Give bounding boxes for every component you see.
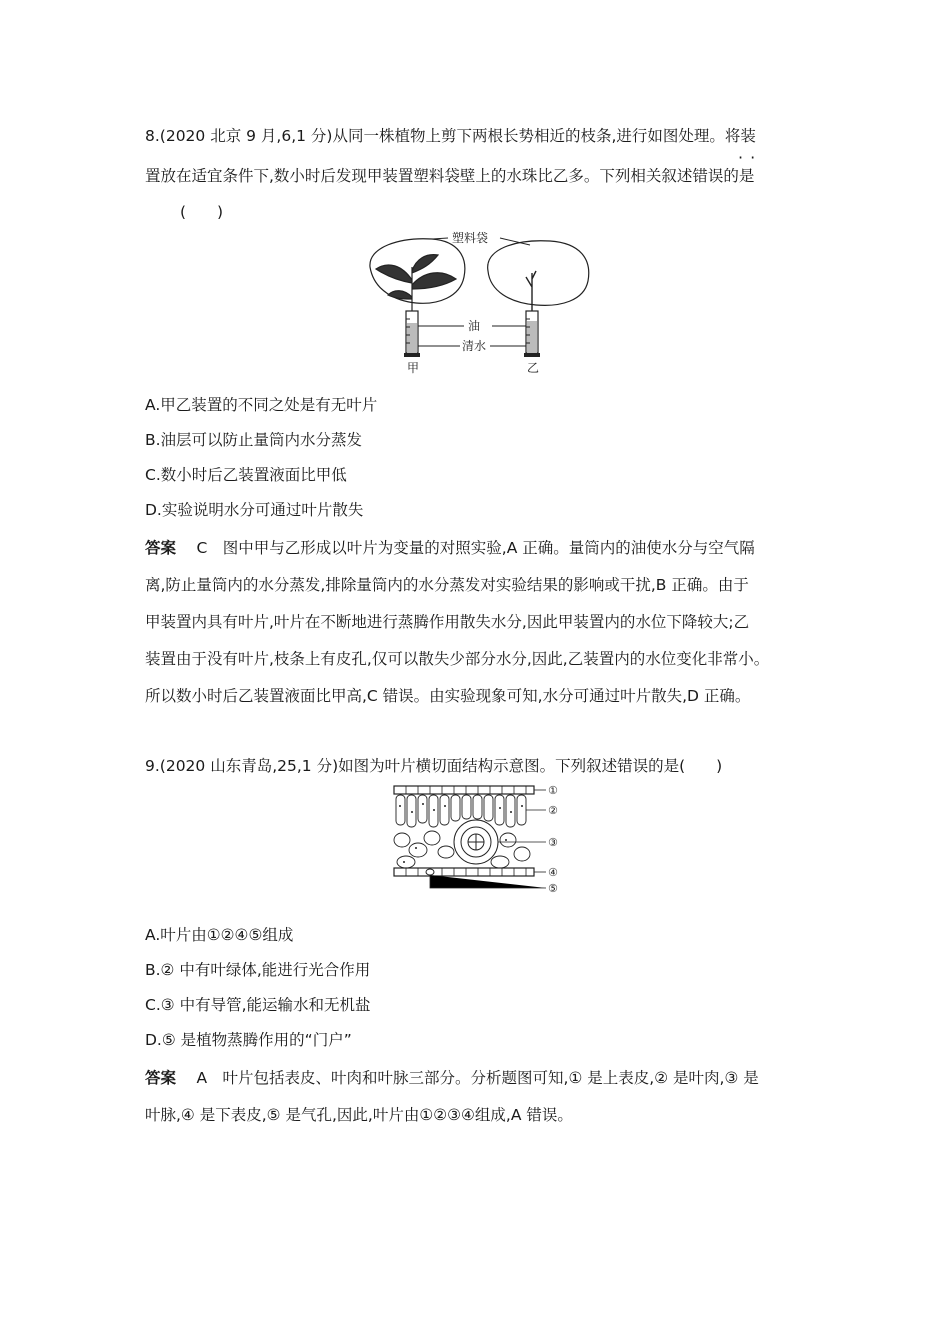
stoma	[426, 869, 434, 875]
q8-option-d: D.实验说明水分可通过叶片散失	[145, 501, 364, 519]
q8-option-c: C.数小时后乙装置液面比甲低	[145, 466, 347, 484]
q9-answer-line1	[145, 1068, 759, 1088]
q8-experiment-figure	[360, 225, 605, 377]
palisade-layer	[396, 795, 526, 827]
q9-answer-line2: 叶脉,④ 是下表皮,⑤ 是气孔,因此,叶片由①②③④组成,A 错误。	[145, 1106, 573, 1124]
q8-bracket: ( )	[180, 203, 224, 221]
q8-emphasis-dots: ··	[738, 148, 763, 167]
leafy-branch	[376, 255, 456, 315]
vein	[454, 820, 498, 864]
q9-leaf-section-figure	[388, 782, 568, 898]
q8-answer-line3: 甲装置内具有叶片,叶片在不断地进行蒸腾作用散失水分,因此甲装置内的水位下降较大;乙	[145, 613, 750, 631]
bag-right	[488, 241, 589, 306]
bare-branch	[526, 271, 536, 315]
upper-epidermis	[394, 786, 534, 794]
oil-label: 油	[468, 319, 481, 333]
label-yi: 乙	[527, 361, 540, 375]
q9-answer-text-1: A 叶片包括表皮、叶肉和叶脉三部分。分析题图可知,① 是上表皮,② 是叶肉,③ 是	[196, 1069, 759, 1087]
q8-answer-label: 答案	[145, 539, 177, 557]
q8-option-a: A.甲乙装置的不同之处是有无叶片	[145, 396, 378, 414]
q9-stem: 9.(2020 山东青岛,25,1 分)如图为叶片横切面结构示意图。下列叙述错误的是( )	[145, 757, 723, 775]
q8-answer-text-1: C 图中甲与乙形成以叶片为变量的对照实验,A 正确。量筒内的油使水分与空气隔	[196, 539, 755, 557]
q9-option-c: C.③ 中有导管,能运输水和无机盐	[145, 996, 371, 1014]
lower-epidermis	[394, 868, 534, 876]
bag-label: 塑料袋	[452, 231, 489, 245]
q8-answer-line2: 离,防止量筒内的水分蒸发,排除量筒内的水分蒸发对实验结果的影响或干扰,B 正确。由于	[145, 576, 749, 594]
label-1: ①	[548, 784, 558, 797]
label-5: ⑤	[548, 882, 558, 895]
q8-answer-line1	[145, 538, 755, 558]
label-jia: 甲	[407, 361, 420, 375]
label-2: ②	[548, 804, 558, 817]
q9-option-d: D.⑤ 是植物蒸腾作用的“门户”	[145, 1031, 352, 1049]
label-4: ④	[548, 866, 558, 879]
q9-answer-label: 答案	[145, 1069, 177, 1087]
q8-answer-line4: 装置由于没有叶片,枝条上有皮孔,仅可以散失少部分水分,因此,乙装置内的水位变化非常小。	[145, 650, 770, 668]
q9-option-b: B.② 中有叶绿体,能进行光合作用	[145, 961, 371, 979]
water-label: 清水	[462, 339, 487, 353]
q8-option-b: B.油层可以防止量筒内水分蒸发	[145, 431, 363, 449]
q8-stem-line1: 8.(2020 北京 9 月,6,1 分)从同一株植物上剪下两根长势相近的枝条,进行如图处理。将装	[145, 127, 756, 145]
q8-stem-line2: 置放在适宜条件下,数小时后发现甲装置塑料袋壁上的水珠比乙多。下列相关叙述错误的是	[145, 167, 755, 185]
q8-answer-line5: 所以数小时后乙装置液面比甲高,C 错误。由实验现象可知,水分可通过叶片散失,D 正确。	[145, 687, 751, 705]
label-3: ③	[548, 836, 558, 849]
q9-option-a: A.叶片由①②④⑤组成	[145, 926, 294, 944]
